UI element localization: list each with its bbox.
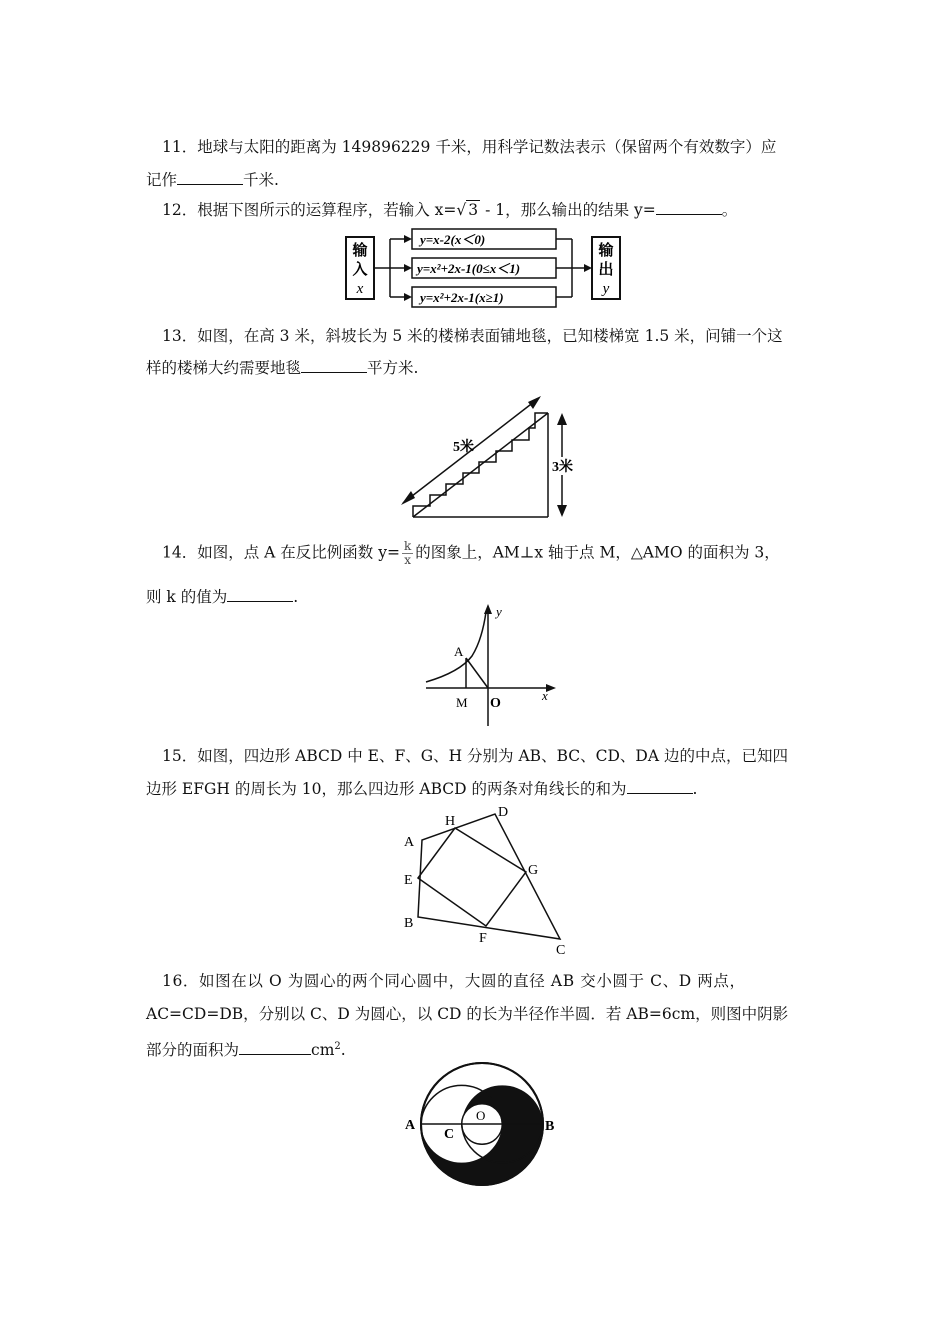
q11-line1: 11．地球与太阳的距离为 149896229 千米，用科学记数法表示（保留两个有效数字）应 bbox=[162, 138, 777, 156]
flow-input-char3: x bbox=[356, 281, 364, 297]
label-D: D bbox=[498, 805, 509, 820]
q14-post: 的图象上，AM⊥x 轴于点 M，△AMO 的面积为 3， bbox=[415, 543, 780, 562]
q15-line2-post: . bbox=[692, 780, 698, 798]
q11-line2-pre: 记作 bbox=[146, 171, 178, 189]
q12-answer-blank[interactable] bbox=[656, 200, 722, 215]
label-O: O bbox=[490, 696, 501, 711]
q15-quadrilateral-figure bbox=[398, 800, 578, 960]
segment-AO bbox=[466, 658, 488, 688]
height-label: 3米 bbox=[552, 460, 573, 475]
q16-circles-figure bbox=[400, 1062, 560, 1192]
flow-rule-3: y=x²+2x-1(x≥1) bbox=[420, 290, 504, 305]
label-G: G bbox=[528, 863, 539, 878]
q12-line1 bbox=[162, 200, 737, 220]
q16-unit-sup: 2 bbox=[334, 1041, 341, 1052]
quad-ABCD bbox=[418, 814, 560, 939]
slope-label: 5米 bbox=[453, 440, 474, 455]
flow-output-char3: y bbox=[602, 281, 610, 297]
q14-line2 bbox=[146, 587, 298, 607]
q13-stairs-figure bbox=[395, 385, 585, 525]
q14-graph-figure bbox=[420, 602, 560, 732]
q16-line3 bbox=[146, 1037, 346, 1060]
q16-line2: AC=CD=DB，分别以 C、D 为圆心，以 CD 的长为半径作半圆．若 AB=6cm，则图中阴影 bbox=[146, 1005, 789, 1023]
stairs-hypotenuse bbox=[413, 413, 548, 517]
height-arrow-bottom bbox=[557, 505, 567, 517]
q12-sqrt-minus: - 1 bbox=[480, 201, 506, 219]
q12-sqrt: √ 3 bbox=[456, 201, 479, 219]
q11-answer-blank[interactable] bbox=[177, 170, 243, 185]
q12-pre: 12．根据下图所示的运算程序，若输入 x= bbox=[162, 201, 457, 219]
flow-arrowhead-in-3 bbox=[404, 293, 412, 301]
q16-line3-pre: 部分的面积为 bbox=[146, 1041, 240, 1060]
q14-line2-post: . bbox=[293, 588, 299, 606]
flow-rule-1: y=x-2(x＜0) bbox=[420, 232, 486, 247]
label-B: B bbox=[545, 1119, 555, 1134]
label-A: A bbox=[454, 644, 464, 659]
q13-line2-post: 平方米. bbox=[367, 359, 419, 377]
q14-line2-pre: 则 k 的值为 bbox=[146, 588, 228, 606]
label-H: H bbox=[445, 814, 456, 829]
q12-flowchart bbox=[340, 225, 625, 305]
q12-end: 。 bbox=[721, 201, 738, 219]
q16-line3-post: . bbox=[340, 1041, 346, 1060]
flow-input-char1: 输 bbox=[352, 243, 368, 259]
slope-arrow-lower bbox=[401, 491, 415, 505]
height-arrow-top bbox=[557, 413, 567, 425]
q15-line2 bbox=[146, 779, 697, 799]
flow-input-char2: 入 bbox=[352, 262, 368, 278]
q14-line1 bbox=[162, 540, 780, 567]
q11-line2-post: 千米. bbox=[243, 171, 279, 189]
q14-pre: 14．如图，点 A 在反比例函数 y= bbox=[162, 543, 400, 562]
q16-line1: 16．如图在以 O 为圆心的两个同心圆中，大圆的直径 AB 交小圆于 C、D 两点， bbox=[162, 972, 746, 990]
q12-post: ，那么输出的结果 y= bbox=[505, 201, 656, 219]
flow-rule-2: y=x²+2x-1(0≤x＜1) bbox=[417, 261, 521, 276]
label-y: y bbox=[496, 604, 502, 619]
q16-unit: cm bbox=[311, 1041, 335, 1060]
label-E: E bbox=[404, 873, 413, 888]
label-B: B bbox=[404, 916, 414, 931]
q15-line1: 15．如图，四边形 ABCD 中 E、F、G、H 分别为 AB、BC、CD、DA 边的中点，已知四 bbox=[162, 747, 788, 765]
q13-line2 bbox=[146, 358, 418, 378]
label-C: C bbox=[444, 1127, 455, 1142]
flow-output-char1: 输 bbox=[598, 243, 614, 259]
label-x: x bbox=[542, 688, 548, 703]
q13-answer-blank[interactable] bbox=[301, 358, 367, 373]
label-C: C bbox=[556, 943, 566, 958]
q15-answer-blank[interactable] bbox=[627, 779, 693, 794]
q13-line1: 13．如图，在高 3 米，斜坡长为 5 米的楼梯表面铺地毯，已知楼梯宽 1.5 米，问铺一个这 bbox=[162, 327, 783, 345]
q14-frac-den: x bbox=[404, 553, 411, 567]
flow-arrowhead-in-2 bbox=[404, 264, 412, 272]
label-O: O bbox=[476, 1108, 486, 1123]
q14-answer-blank[interactable] bbox=[227, 587, 293, 602]
q11-line2 bbox=[146, 170, 279, 190]
flow-arrowhead-out bbox=[584, 264, 592, 272]
label-F: F bbox=[479, 931, 487, 946]
flow-output-char2: 出 bbox=[598, 262, 614, 278]
q13-line2-pre: 样的楼梯大约需要地毯 bbox=[146, 359, 302, 377]
q16-answer-blank[interactable] bbox=[239, 1040, 311, 1055]
flow-arrowhead-in-1 bbox=[404, 235, 412, 243]
label-M: M bbox=[456, 695, 468, 710]
q15-line2-pre: 边形 EFGH 的周长为 10，那么四边形 ABCD 的两条对角线长的和为 bbox=[146, 780, 627, 798]
slope-arrow-upper bbox=[528, 396, 541, 409]
q12-sqrt-radicand: 3 bbox=[468, 201, 479, 219]
label-A: A bbox=[405, 1118, 416, 1133]
q14-frac-num: k bbox=[403, 539, 412, 553]
q14-fraction bbox=[402, 540, 413, 567]
label-A: A bbox=[404, 835, 415, 850]
